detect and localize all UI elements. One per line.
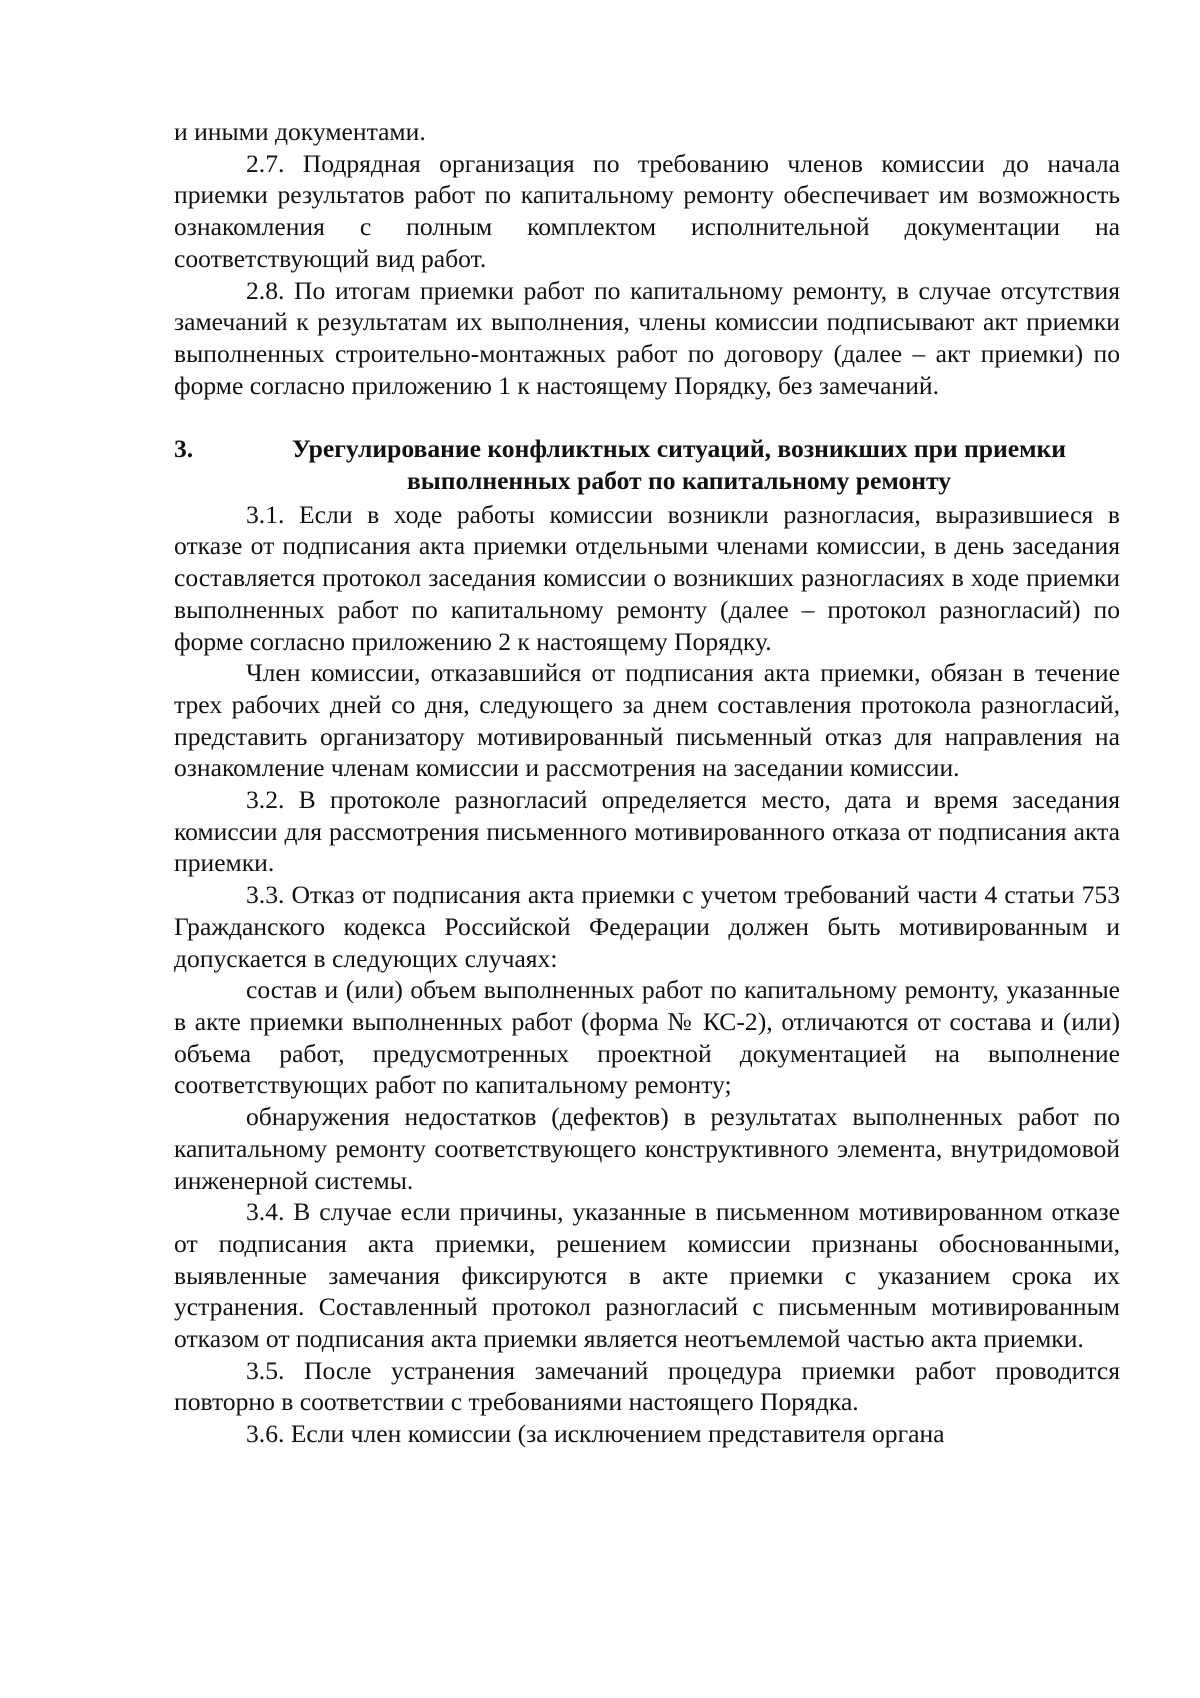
paragraph-continuation: и иными документами. (174, 117, 426, 146)
section-number: 3. (174, 434, 194, 464)
paragraph-3-3: 3.3. Отказ от подписания акта приемки с учетом требований части 4 статьи 753 Гражданского кодекса Российской Федерации должен быть мотивированным и допускается в следующих случаях: (174, 880, 1120, 973)
paragraph-3-5: 3.5. После устранения замечаний процедура приемки работ проводится повторно в соответствии с требованиями настоящего Порядка. (174, 1355, 1120, 1417)
paragraph-2-7: 2.7. Подрядная организация по требованию членов комиссии до начала приемки результатов работ по капитальному ремонту обеспечивает им возможность ознакомления с полным комплектом исполнительной документации на соответствующий вид работ. (174, 148, 1120, 273)
section-3-heading (174, 433, 1120, 496)
paragraph-3-1: 3.1. Если в ходе работы комиссии возникли разногласия, выразившиеся в отказе от подписания акта приемки отдельными членами комиссии, в день заседания составляется протокол заседания комиссии о возникших разногласиях в ходе приемки выполненных работ по капитальному ремонту (далее – протокол разногласий) по форме согласно приложению 2 к настоящему Порядку. (174, 499, 1120, 656)
paragraph-case-volume: состав и (или) объем выполненных работ по капитальному ремонту, указанные в акте приемки выполненных работ (форма № КС-2), отличаются от состава и (или) объема работ, предусмотренных проектной документацией на выполнение соответствующих работ по капитальному ремонту; (174, 975, 1120, 1100)
paragraph-3-6: 3.6. Если член комиссии (за исключением представителя органа (246, 1419, 945, 1449)
section-3-body (174, 499, 1120, 1450)
paragraph-3-4: 3.4. В случае если причины, указанные в письменном мотивированном отказе от подписания акта приемки, решением комиссии признаны обоснованными, выявленные замечания фиксируются в акте приемки с указанием срока их устранения. Составленный протокол разногласий с письменным мотивированным отказом от подписания акта приемки является неотъемлемой частью акта приемки. (174, 1197, 1120, 1354)
paragraph-case-defects: обнаружения недостатков (дефектов) в результатах выполненных работ по капитальному ремонту соответствующего конструктивного элемента, внутридомовой инженерной системы. (174, 1102, 1120, 1195)
paragraph-2-8: 2.8. По итогам приемки работ по капитальному ремонту, в случае отсутствия замечаний к результатам их выполнения, члены комиссии подписывают акт приемки выполненных строительно-монтажных работ по договору (далее – акт приемки) по форме согласно приложению 1 к настоящему Порядку, без замечаний. (174, 275, 1120, 400)
paragraph-member-refusal: Член комиссии, отказавшийся от подписания акта приемки, обязан в течение трех рабочих дней со дня, следующего за днем составления протокола разногласий, представить организатору мотивированный письменный отказ для направления на ознакомление членам комиссии и рассмотрения на заседании комиссии. (174, 658, 1120, 783)
paragraph-3-2: 3.2. В протоколе разногласий определяется место, дата и время заседания комиссии для рассмотрения письменного мотивированного отказа от подписания акта приемки. (174, 785, 1120, 878)
document-body (174, 116, 1120, 1450)
section-title: Урегулирование конфликтных ситуаций, возникших при приемки выполненных работ по капитальному ремонту (291, 434, 1067, 496)
